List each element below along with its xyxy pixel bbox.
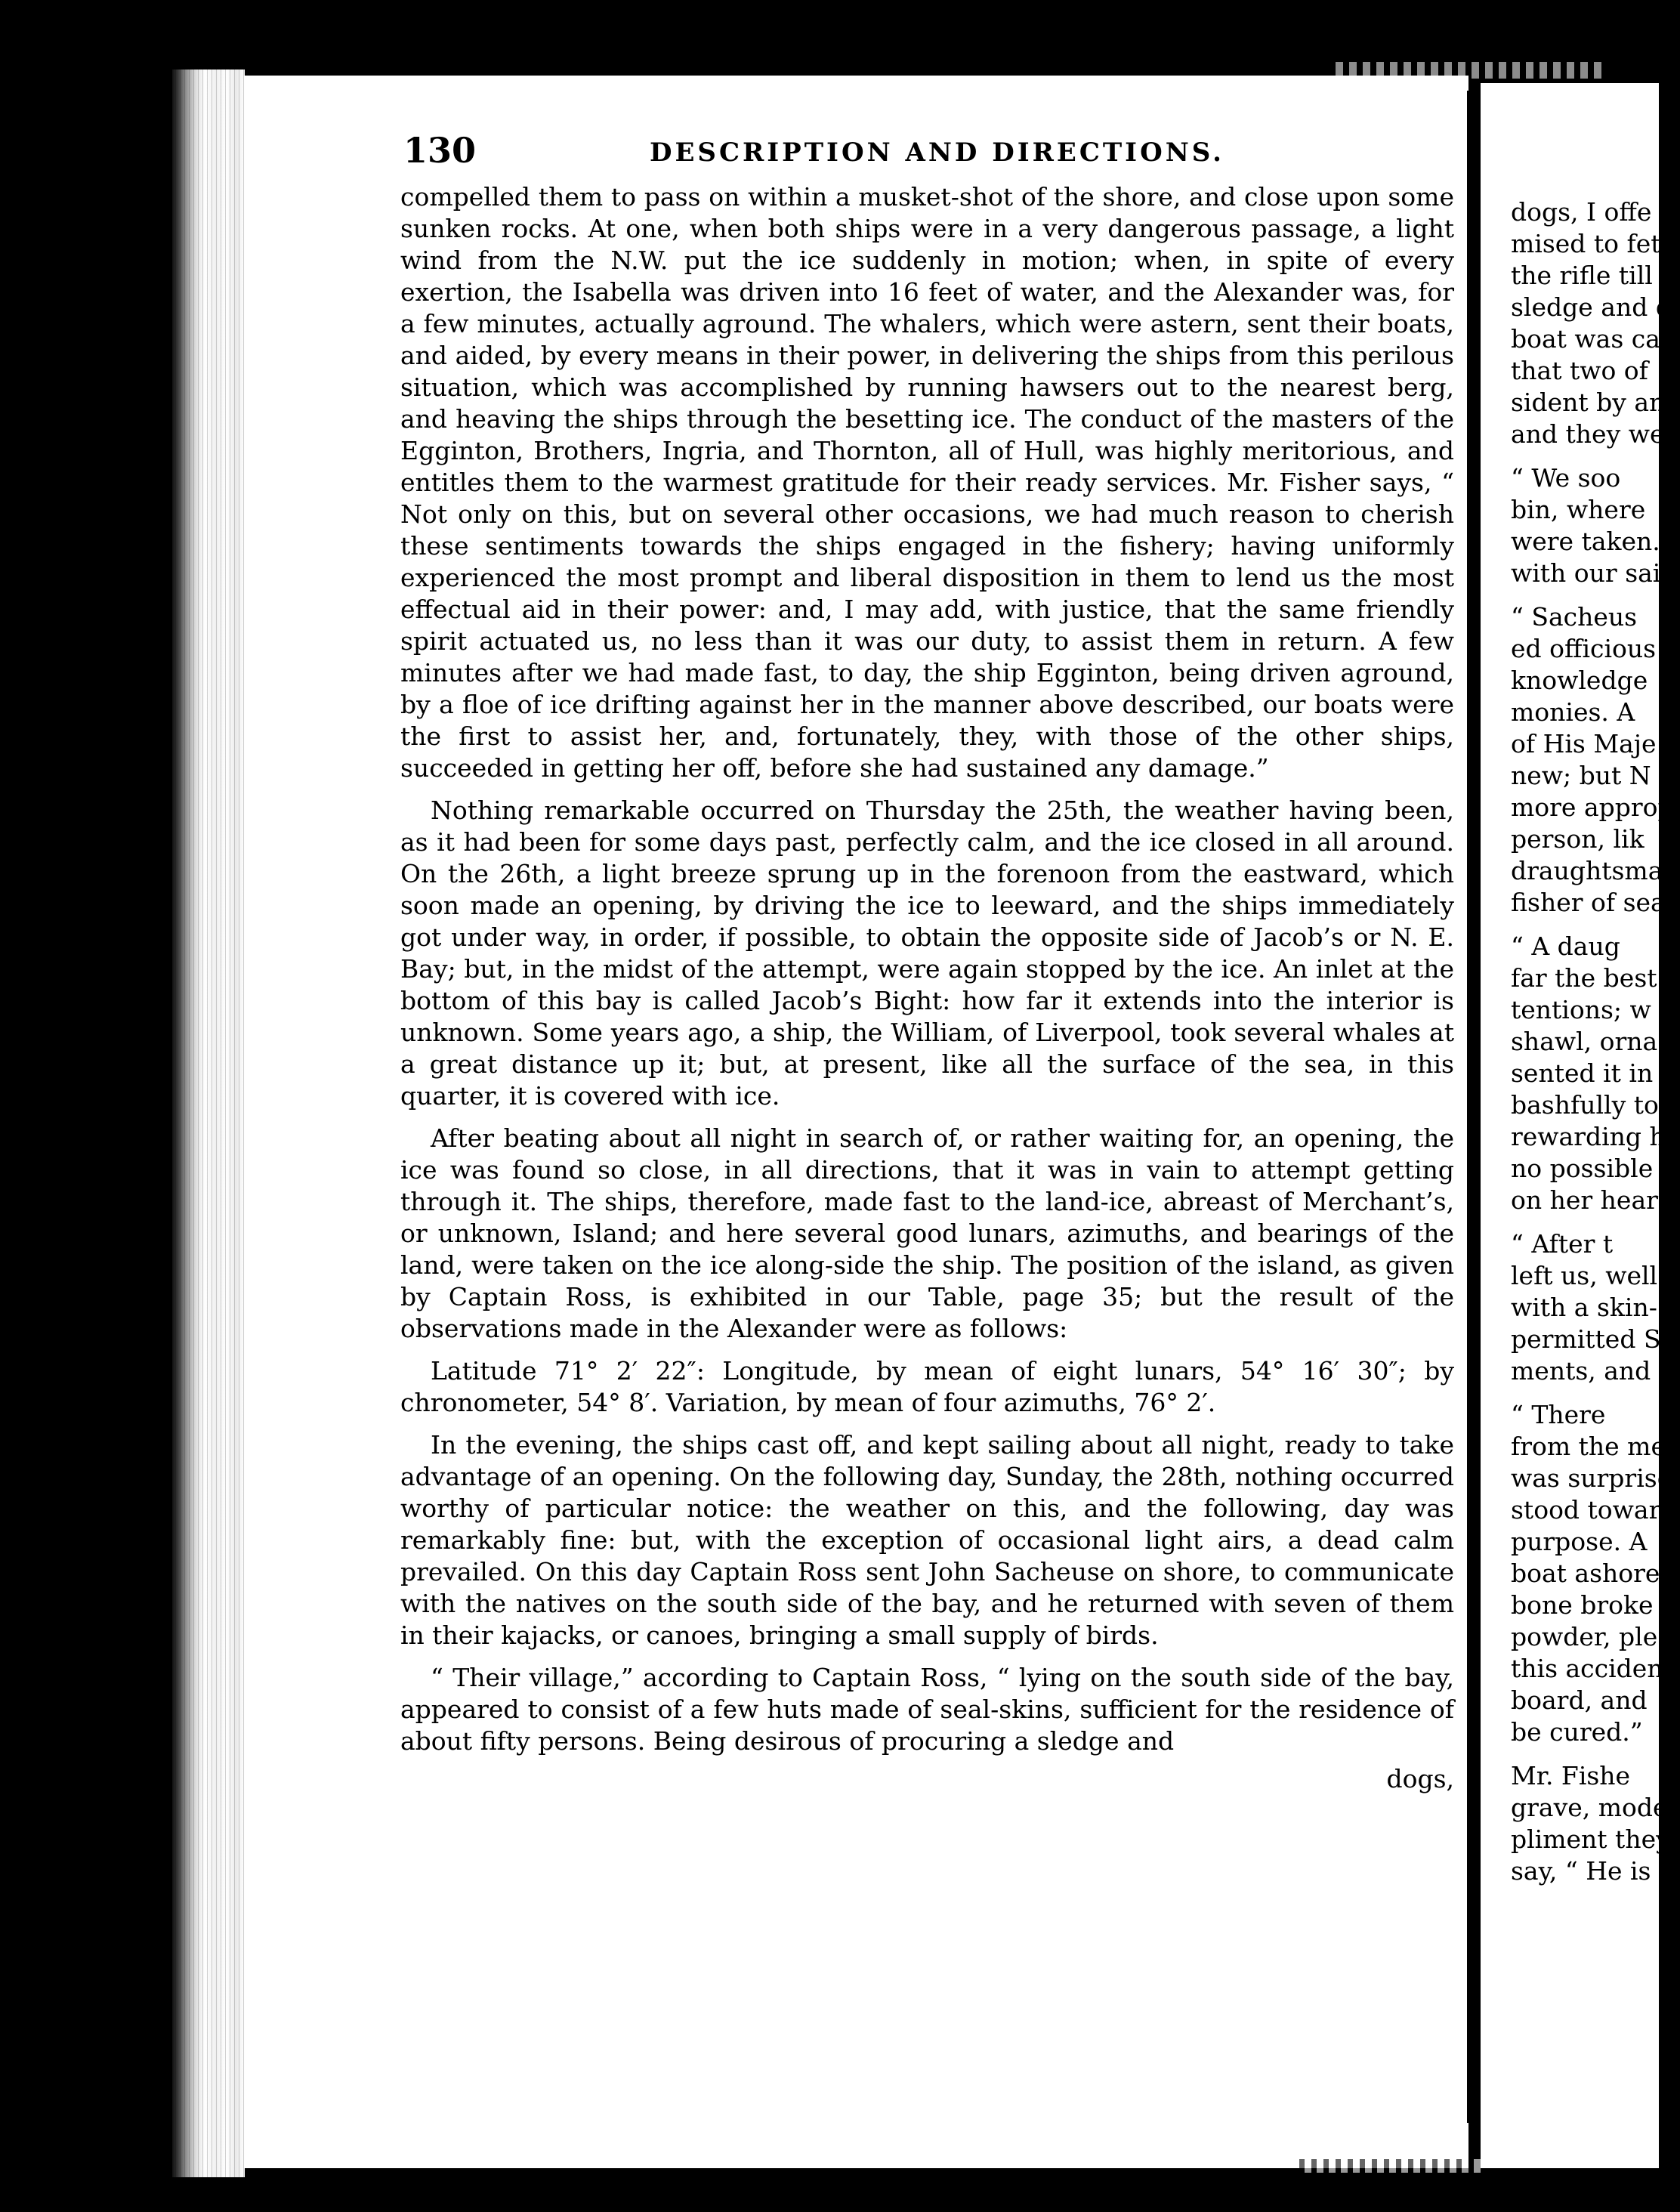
paragraph: compelled them to pass on within a musket-shot of the shore, and close upon some sunken rocks. At one, when both ships were in a very dangerous passage, a light wind from the N.W. put the ice suddenly in motion; when, in spite of every exertion, the Isabella was driven into 16 feet of water, and the Alexander was, for a few minutes, actually aground. The whalers, which were astern, sent their boats, and aided, by every means in their power, in delivering the ships from this perilous situation, which was accomplished by running hawsers out to the nearest berg, and heaving the ships through the besetting ice. The conduct of the masters of the Egginton, Brothers, Ingria, and Thornton, all of Hull, was highly meritorious, and entitles them to the warmest gratitude for their ready services. Mr. Fisher says, “ Not only on this, but on several other occasions, we had much reason to cherish these sentiments towards the ships engaged in the fishery; having uniformly experienced the most prompt and liberal disposition in them to lend us the most effectual aid in their power: and, I may add, with justice, that the same friendly spirit actuated us, no less than it was our duty, to assist them in return. A few minutes after we had made fast, to day, the ship Egginton, being driven aground, by a floe of ice drifting against her in the manner above described, our boats were the first to assist her, and, fortunately, they, with those of the other ships, succeeded in getting her off, before she had sustained any damage.”	[400, 182, 1454, 783]
right-page-line: dogs, I offe	[1511, 197, 1652, 227]
right-page-line: and they we	[1511, 419, 1665, 449]
page-edge-lines	[175, 70, 251, 2177]
right-page-line: “ There	[1511, 1400, 1606, 1429]
right-page-line: sident by an	[1511, 388, 1666, 417]
right-page-line: “ After t	[1511, 1229, 1614, 1259]
right-page-line: no possible	[1511, 1154, 1654, 1183]
paragraph: Latitude 71° 2′ 22″: Longitude, by mean of eight lunars, 54° 16′ 30″; by chronometer, 54° 8′. Variation, by mean of four azimuths, 76° 2′.	[400, 1356, 1454, 1417]
right-page-line: fisher of sea	[1511, 888, 1666, 917]
right-page-line: ments, and s	[1511, 1356, 1672, 1386]
right-page-gap	[1511, 450, 1680, 462]
paragraph: After beating about all night in search of, or rather waiting for, an opening, the ice was found so close, in all directions, that it was in vain to attempt getting through it. The ships, therefore, made fast to the land-ice, abreast of Merchant’s, or unknown, Island; and here several good lunars, azimuths, and bearings of the land, were taken on the ice along-side the ship. The position of the island, as given by Captain Ross, is exhibited in our Table, page 35; but the result of the observations made in the Alexander were as follows:	[400, 1123, 1454, 1343]
right-page-line: stood towar	[1511, 1495, 1661, 1525]
right-page-line: purpose. A	[1511, 1527, 1648, 1556]
right-page-line: say, “ He is	[1511, 1856, 1651, 1886]
right-page-line: powder, ple	[1511, 1622, 1658, 1651]
right-page-line: bone broke	[1511, 1590, 1654, 1620]
paragraph: In the evening, the ships cast off, and kept sailing about all night, ready to take advantage of an opening. On the following day, Sunday, the 28th, nothing occurred worthy of particular notice: the weather on this, and the following, day was remarkably fine: but, with the exception of occasional light airs, a dead calm prevailed. On this day Captain Ross sent John Sacheuse on shore, to communicate with the natives on the south side of the bay, and he returned with seven of them in their kajacks, or canoes, bringing a small supply of birds.	[400, 1430, 1454, 1650]
right-page-line: new; but N	[1511, 761, 1651, 790]
right-page-line: left us, well	[1511, 1261, 1658, 1290]
right-page-line: person, lik	[1511, 824, 1644, 854]
right-page-line: monies. A	[1511, 697, 1635, 727]
right-page-gap	[1511, 1216, 1680, 1228]
running-head: DESCRIPTION AND DIRECTIONS.	[650, 137, 1224, 168]
right-page-line: far the best	[1511, 963, 1657, 993]
right-page-line: board, and	[1511, 1685, 1648, 1715]
paragraph: “ Their village,” according to Captain Ross, “ lying on the south side of the bay, appeared to consist of a few huts made of seal-skins, sufficient for the residence of about fifty persons. Being desirous of procuring a sledge and	[400, 1663, 1454, 1756]
gutter-shadow	[1467, 91, 1481, 2123]
page-number: 130	[403, 130, 477, 171]
right-page-line: “ A daug	[1511, 931, 1620, 961]
right-page-line: with our sail	[1511, 558, 1669, 588]
right-page-line: mised to fet	[1511, 229, 1661, 258]
right-page-line: rewarding hi	[1511, 1122, 1674, 1151]
right-page-line: bin, where	[1511, 495, 1646, 524]
right-page-line: pliment they	[1511, 1824, 1670, 1854]
right-page-line: from the me	[1511, 1432, 1666, 1461]
right-page-gap	[1511, 1748, 1680, 1760]
right-page-text	[1511, 196, 1680, 1887]
right-page-line: was surprise	[1511, 1463, 1672, 1493]
right-page-line: Mr. Fishe	[1511, 1761, 1631, 1790]
right-page-line: boat was ca	[1511, 324, 1660, 354]
right-page-line: grave, mode	[1511, 1793, 1668, 1822]
right-page-line: that two of	[1511, 356, 1648, 385]
paragraph: Nothing remarkable occurred on Thursday the 25th, the weather having been, as it had been for some days past, perfectly calm, and the ice closed in all around. On the 26th, a light breeze sprung up in the forenoon from the eastward, which soon made an opening, by driving the ice to leeward, and the ships immediately got under way, in order, if possible, to obtain the opposite side of Jacob’s or N. E. Bay; but, in the midst of the attempt, were again stopped by the ice. An inlet at the bottom of this bay is called Jacob’s Bight: how far it extends into the interior is unknown. Some years ago, a ship, the William, of Liverpool, took several whales at a great distance up it; but, at present, like all the surface of the sea, in this quarter, it is covered with ice.	[400, 796, 1454, 1111]
right-page-line: were taken.	[1511, 527, 1660, 556]
right-page-line: permitted Sa	[1511, 1324, 1676, 1354]
right-page-line: ed officious	[1511, 634, 1657, 663]
right-page-line: the rifle till	[1511, 261, 1653, 290]
right-page-line: “ Sacheus	[1511, 602, 1638, 632]
right-page-line: this acciden	[1511, 1654, 1663, 1683]
right-page-gap	[1511, 1387, 1680, 1399]
right-page-line: sented it in	[1511, 1058, 1654, 1088]
right-page-line: “ We soo	[1511, 463, 1621, 493]
main-text-column	[400, 181, 1454, 1806]
right-page-line: draughtsman	[1511, 856, 1679, 885]
right-page-line: tentions; w	[1511, 995, 1651, 1024]
right-page-line: be cured.”	[1511, 1717, 1643, 1747]
bottom-scan-marks	[1299, 2159, 1481, 2173]
right-page-line: on her heart	[1511, 1185, 1669, 1215]
right-page-line: sledge and d	[1511, 292, 1672, 322]
right-page-line: shawl, orna	[1511, 1027, 1658, 1056]
right-page-line: boat ashore	[1511, 1559, 1660, 1588]
right-page-gap	[1511, 589, 1680, 601]
right-page-line: of His Maje	[1511, 729, 1657, 758]
right-page-line: bashfully to	[1511, 1090, 1659, 1120]
right-page-gap	[1511, 919, 1680, 931]
right-page-line: with a skin-	[1511, 1293, 1657, 1322]
right-page-line: knowledge	[1511, 666, 1648, 695]
right-page-line: more approp	[1511, 792, 1674, 822]
catchword: dogs,	[1386, 1764, 1454, 1793]
